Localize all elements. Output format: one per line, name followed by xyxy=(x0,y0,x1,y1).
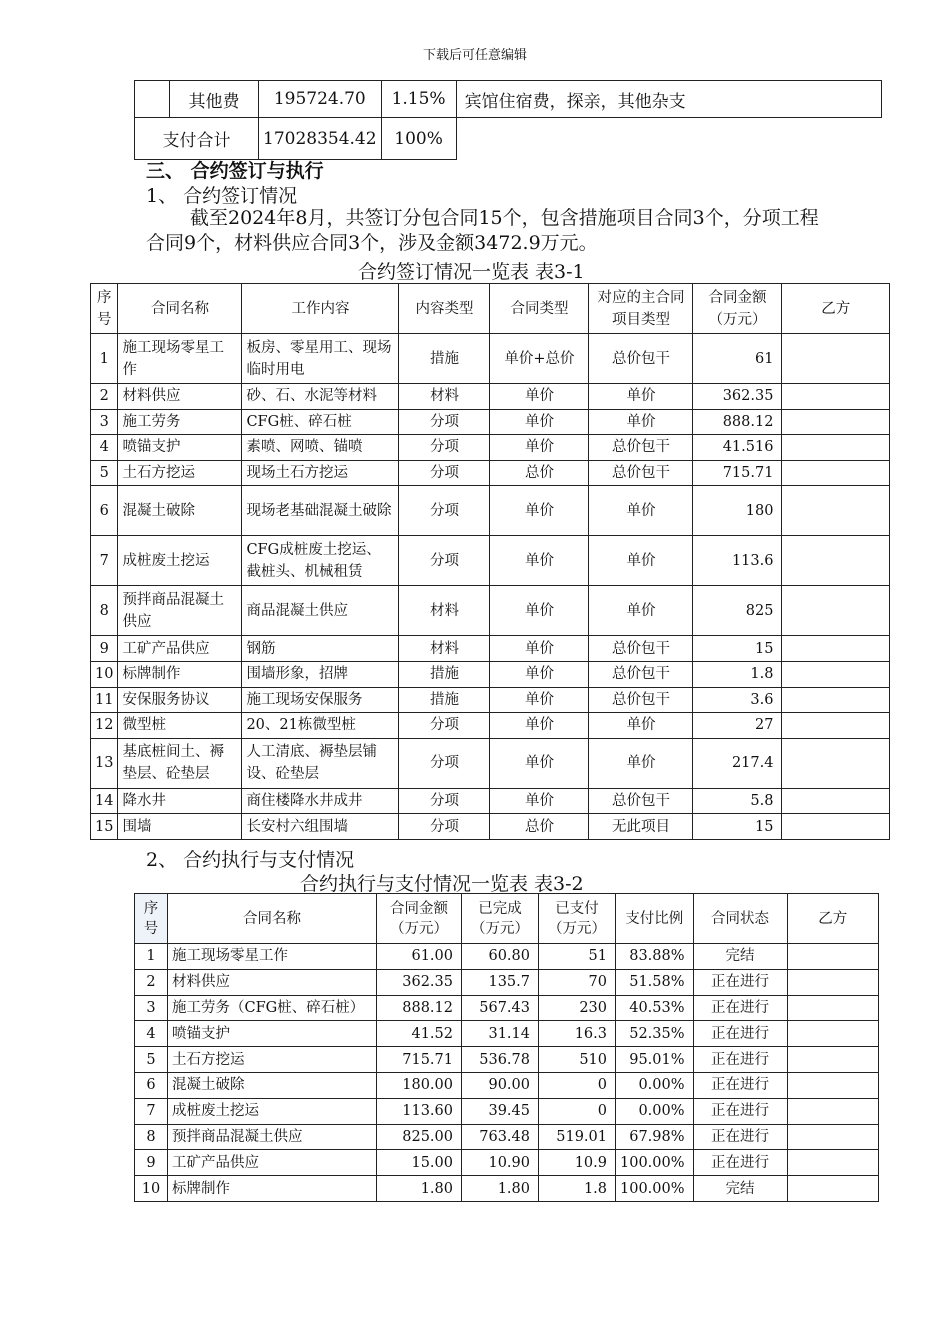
col-contract-type: 合同类型 xyxy=(490,284,589,334)
cell-amount: 1.80 xyxy=(377,1176,462,1202)
cell-work-content: 商住楼降水井成井 xyxy=(242,788,399,814)
cell-pay-ratio: 0.00% xyxy=(616,1072,694,1098)
table-row xyxy=(91,536,890,586)
col-party-b: 乙方 xyxy=(782,284,890,334)
cell-completed: 60.80 xyxy=(462,944,539,970)
cell-status: 正在进行 xyxy=(693,1021,787,1047)
cell-content-type: 分项 xyxy=(399,814,490,840)
cell-amount: 15 xyxy=(693,814,782,840)
cell-contract-name: 施工现场零星工作 xyxy=(118,334,242,384)
cell-pay-ratio: 100.00% xyxy=(616,1176,694,1202)
cell-index: 9 xyxy=(91,636,118,662)
cell-party-b xyxy=(787,1047,878,1073)
subsection-1-title: 1、 合约签订情况 xyxy=(146,185,298,207)
cell-index: 10 xyxy=(135,1176,168,1202)
cell-contract-name: 土石方挖运 xyxy=(118,460,242,486)
cell-main-contract-type: 总价包干 xyxy=(589,788,693,814)
cell-amount: 362.35 xyxy=(693,384,782,410)
cell-contract-name: 降水井 xyxy=(118,788,242,814)
cell-paid: 0 xyxy=(539,1072,616,1098)
col-content-type: 内容类型 xyxy=(399,284,490,334)
cell-contract-type: 单价 xyxy=(490,586,589,636)
cell-party-b xyxy=(782,788,890,814)
cell-completed: 763.48 xyxy=(462,1124,539,1150)
table-row xyxy=(91,713,890,739)
cell-completed: 536.78 xyxy=(462,1047,539,1073)
fee-name: 其他费 xyxy=(170,81,259,118)
cell-index: 5 xyxy=(135,1047,168,1073)
cell-party-b xyxy=(782,814,890,840)
cell-amount: 15.00 xyxy=(377,1150,462,1176)
cell-work-content: 人工清底、褥垫层铺设、砼垫层 xyxy=(242,738,399,788)
cell-work-content: 钢筋 xyxy=(242,636,399,662)
cell-main-contract-type: 无此项目 xyxy=(589,814,693,840)
cell-amount: 61 xyxy=(693,334,782,384)
cell-contract-type: 总价 xyxy=(490,460,589,486)
cell-status: 正在进行 xyxy=(693,1124,787,1150)
cell-index: 8 xyxy=(135,1124,168,1150)
cell-paid: 510 xyxy=(539,1047,616,1073)
cell-contract-type: 单价 xyxy=(490,687,589,713)
cell-main-contract-type: 单价 xyxy=(589,713,693,739)
table-row xyxy=(91,435,890,461)
cell-status: 完结 xyxy=(693,1176,787,1202)
cell-contract-name: 基底桩间土、褥垫层、砼垫层 xyxy=(118,738,242,788)
cell-party-b xyxy=(787,944,878,970)
cell-work-content: 20、21栋微型桩 xyxy=(242,713,399,739)
cell-paid: 10.9 xyxy=(539,1150,616,1176)
page-header: 下载后可任意编辑 xyxy=(422,48,527,63)
cell-status: 正在进行 xyxy=(693,1072,787,1098)
fee-percent: 1.15% xyxy=(381,81,456,118)
cell-index: 1 xyxy=(135,944,168,970)
cell-contract-name: 预拌商品混凝土供应 xyxy=(168,1124,377,1150)
cell-contract-name: 土石方挖运 xyxy=(168,1047,377,1073)
cell-work-content: 素喷、网喷、锚喷 xyxy=(242,435,399,461)
cell-work-content: 板房、零星用工、现场临时用电 xyxy=(242,334,399,384)
cell-completed: 10.90 xyxy=(462,1150,539,1176)
table-header-row xyxy=(135,894,879,944)
cell-main-contract-type: 单价 xyxy=(589,536,693,586)
fee-summary-table xyxy=(134,80,882,160)
cell-work-content: 围墙形象，招牌 xyxy=(242,661,399,687)
cell-party-b xyxy=(787,1098,878,1124)
col-contract-name: 合同名称 xyxy=(168,894,377,944)
cell-party-b xyxy=(782,409,890,435)
table-row xyxy=(91,788,890,814)
cell-index: 1 xyxy=(91,334,118,384)
cell-status: 正在进行 xyxy=(693,1150,787,1176)
cell-contract-type: 单价 xyxy=(490,661,589,687)
cell-status: 正在进行 xyxy=(693,1047,787,1073)
cell-content-type: 分项 xyxy=(399,435,490,461)
fee-amount: 195724.70 xyxy=(259,81,382,118)
cell-completed: 567.43 xyxy=(462,995,539,1021)
cell-paid: 51 xyxy=(539,944,616,970)
cell-main-contract-type: 总价包干 xyxy=(589,435,693,461)
cell-amount: 180 xyxy=(693,486,782,536)
cell-index: 6 xyxy=(135,1072,168,1098)
cell-content-type: 分项 xyxy=(399,738,490,788)
col-pay-ratio: 支付比例 xyxy=(616,894,694,944)
cell-party-b xyxy=(782,486,890,536)
cell-content-type: 分项 xyxy=(399,460,490,486)
cell-main-contract-type: 单价 xyxy=(589,384,693,410)
cell-amount: 3.6 xyxy=(693,687,782,713)
cell-content-type: 分项 xyxy=(399,536,490,586)
cell-content-type: 分项 xyxy=(399,486,490,536)
cell-completed: 1.80 xyxy=(462,1176,539,1202)
cell-party-b xyxy=(787,1176,878,1202)
cell-content-type: 分项 xyxy=(399,409,490,435)
cell-contract-type: 单价+总价 xyxy=(490,334,589,384)
col-index: 序号 xyxy=(91,284,118,334)
cell-main-contract-type: 总价包干 xyxy=(589,334,693,384)
cell-contract-type: 单价 xyxy=(490,713,589,739)
cell-work-content: 砂、石、水泥等材料 xyxy=(242,384,399,410)
cell-paid: 70 xyxy=(539,969,616,995)
cell-work-content: 商品混凝土供应 xyxy=(242,586,399,636)
cell-contract-type: 单价 xyxy=(490,486,589,536)
cell-party-b xyxy=(782,586,890,636)
cell-contract-name: 施工劳务 xyxy=(118,409,242,435)
cell-contract-type: 单价 xyxy=(490,384,589,410)
cell-amount: 888.12 xyxy=(377,995,462,1021)
cell-paid: 230 xyxy=(539,995,616,1021)
section-title: 三、 合约签订与执行 xyxy=(146,160,324,182)
table-3-1-caption: 合约签订情况一览表 表3-1 xyxy=(358,261,585,283)
fee-desc: 宾馆住宿费，探亲，其他杂支 xyxy=(456,81,881,118)
cell-work-content: 现场土石方挖运 xyxy=(242,460,399,486)
cell-work-content: CFG成桩废土挖运、截桩头、机械租赁 xyxy=(242,536,399,586)
cell-contract-type: 单价 xyxy=(490,536,589,586)
cell-content-type: 措施 xyxy=(399,687,490,713)
cell-contract-name: 工矿产品供应 xyxy=(168,1150,377,1176)
table-row xyxy=(135,995,879,1021)
cell-content-type: 分项 xyxy=(399,788,490,814)
table-row xyxy=(91,334,890,384)
cell-amount: 27 xyxy=(693,713,782,739)
cell-amount: 825 xyxy=(693,586,782,636)
col-amount: 合同金额（万元） xyxy=(377,894,462,944)
cell-completed: 31.14 xyxy=(462,1021,539,1047)
table-row xyxy=(91,738,890,788)
cell-party-b xyxy=(787,995,878,1021)
cell-contract-name: 喷锚支护 xyxy=(168,1021,377,1047)
cell-status: 正在进行 xyxy=(693,995,787,1021)
cell-content-type: 材料 xyxy=(399,636,490,662)
cell-party-b xyxy=(782,460,890,486)
cell-party-b xyxy=(782,738,890,788)
cell-work-content: CFG桩、碎石桩 xyxy=(242,409,399,435)
cell-main-contract-type: 总价包干 xyxy=(589,460,693,486)
cell-status: 正在进行 xyxy=(693,1098,787,1124)
cell-index: 12 xyxy=(91,713,118,739)
cell-party-b xyxy=(782,713,890,739)
cell-party-b xyxy=(782,435,890,461)
table-header-row xyxy=(91,284,890,334)
contract-payment-table xyxy=(134,893,879,1202)
cell-index: 9 xyxy=(135,1150,168,1176)
cell-contract-name: 混凝土破除 xyxy=(118,486,242,536)
cell-contract-name: 混凝土破除 xyxy=(168,1072,377,1098)
cell-amount: 113.60 xyxy=(377,1098,462,1124)
cell-main-contract-type: 单价 xyxy=(589,738,693,788)
col-contract-name: 合同名称 xyxy=(118,284,242,334)
cell-work-content: 长安村六组围墙 xyxy=(242,814,399,840)
cell-amount: 41.516 xyxy=(693,435,782,461)
cell-index: 13 xyxy=(91,738,118,788)
cell-amount: 61.00 xyxy=(377,944,462,970)
cell-party-b xyxy=(782,636,890,662)
cell-paid: 1.8 xyxy=(539,1176,616,1202)
cell-contract-name: 施工现场零星工作 xyxy=(168,944,377,970)
cell-party-b xyxy=(782,687,890,713)
col-index: 序号 xyxy=(135,894,168,944)
cell-content-type: 措施 xyxy=(399,334,490,384)
cell-contract-type: 单价 xyxy=(490,636,589,662)
cell-contract-type: 单价 xyxy=(490,435,589,461)
cell-main-contract-type: 总价包干 xyxy=(589,636,693,662)
cell-contract-name: 材料供应 xyxy=(118,384,242,410)
table-row xyxy=(91,460,890,486)
cell-main-contract-type: 总价包干 xyxy=(589,661,693,687)
cell-completed: 90.00 xyxy=(462,1072,539,1098)
cell-index: 15 xyxy=(91,814,118,840)
cell-pay-ratio: 0.00% xyxy=(616,1098,694,1124)
cell-party-b xyxy=(782,536,890,586)
cell-index: 11 xyxy=(91,687,118,713)
cell-index: 2 xyxy=(135,969,168,995)
col-work-content: 工作内容 xyxy=(242,284,399,334)
cell-amount: 362.35 xyxy=(377,969,462,995)
table-row xyxy=(135,1098,879,1124)
table-row xyxy=(91,687,890,713)
cell-party-b xyxy=(782,334,890,384)
cell-content-type: 材料 xyxy=(399,586,490,636)
cell-contract-name: 工矿产品供应 xyxy=(118,636,242,662)
cell-contract-name: 微型桩 xyxy=(118,713,242,739)
cell-contract-name: 围墙 xyxy=(118,814,242,840)
table-row xyxy=(91,814,890,840)
cell-status: 正在进行 xyxy=(693,969,787,995)
cell-amount: 825.00 xyxy=(377,1124,462,1150)
cell-amount: 1.8 xyxy=(693,661,782,687)
cell-main-contract-type: 单价 xyxy=(589,486,693,536)
cell-amount: 715.71 xyxy=(693,460,782,486)
cell-pay-ratio: 67.98% xyxy=(616,1124,694,1150)
table-row xyxy=(91,384,890,410)
total-amount: 17028354.42 xyxy=(259,118,382,160)
cell-pay-ratio: 52.35% xyxy=(616,1021,694,1047)
cell-pay-ratio: 83.88% xyxy=(616,944,694,970)
subsection-2-title: 2、 合约执行与支付情况 xyxy=(146,849,355,871)
total-percent: 100% xyxy=(381,118,456,160)
table-row xyxy=(91,486,890,536)
cell-party-b xyxy=(787,969,878,995)
cell-index: 3 xyxy=(135,995,168,1021)
cell-amount: 113.6 xyxy=(693,536,782,586)
cell-index: 8 xyxy=(91,586,118,636)
cell-index: 2 xyxy=(91,384,118,410)
cell-index: 14 xyxy=(91,788,118,814)
table-row xyxy=(135,1072,879,1098)
col-amount: 合同金额（万元） xyxy=(693,284,782,334)
table-row xyxy=(91,409,890,435)
cell-content-type: 材料 xyxy=(399,384,490,410)
cell-contract-type: 单价 xyxy=(490,738,589,788)
cell-index: 3 xyxy=(91,409,118,435)
cell-main-contract-type: 单价 xyxy=(589,586,693,636)
cell-contract-name: 标牌制作 xyxy=(168,1176,377,1202)
col-main-contract-type: 对应的主合同项目类型 xyxy=(589,284,693,334)
col-status: 合同状态 xyxy=(693,894,787,944)
cell-index: 7 xyxy=(91,536,118,586)
cell-contract-type: 单价 xyxy=(490,409,589,435)
cell-status: 完结 xyxy=(693,944,787,970)
cell-contract-type: 单价 xyxy=(490,788,589,814)
table-row xyxy=(135,1150,879,1176)
cell-content-type: 措施 xyxy=(399,661,490,687)
cell-work-content: 现场老基础混凝土破除 xyxy=(242,486,399,536)
cell-main-contract-type: 单价 xyxy=(589,409,693,435)
cell-contract-name: 标牌制作 xyxy=(118,661,242,687)
table-row xyxy=(91,661,890,687)
cell-contract-name: 成桩废土挖运 xyxy=(168,1098,377,1124)
cell-index: 7 xyxy=(135,1098,168,1124)
table-row xyxy=(135,1021,879,1047)
table-row xyxy=(135,944,879,970)
table-row xyxy=(91,636,890,662)
cell-paid: 0 xyxy=(539,1098,616,1124)
col-paid: 已支付（万元） xyxy=(539,894,616,944)
cell-pay-ratio: 100.00% xyxy=(616,1150,694,1176)
cell-contract-name: 施工劳务（CFG桩、碎石桩） xyxy=(168,995,377,1021)
cell-amount: 888.12 xyxy=(693,409,782,435)
cell-party-b xyxy=(787,1021,878,1047)
cell-main-contract-type: 总价包干 xyxy=(589,687,693,713)
cell-contract-name: 预拌商品混凝土供应 xyxy=(118,586,242,636)
cell-amount: 41.52 xyxy=(377,1021,462,1047)
cell-index: 4 xyxy=(135,1021,168,1047)
table-row xyxy=(135,1176,879,1202)
cell-party-b xyxy=(787,1124,878,1150)
cell-contract-name: 喷锚支护 xyxy=(118,435,242,461)
table-3-2-caption: 合约执行与支付情况一览表 表3-2 xyxy=(300,873,584,895)
cell-amount: 180.00 xyxy=(377,1072,462,1098)
cell-completed: 135.7 xyxy=(462,969,539,995)
cell-completed: 39.45 xyxy=(462,1098,539,1124)
table-row xyxy=(91,586,890,636)
cell-contract-name: 材料供应 xyxy=(168,969,377,995)
cell-amount: 217.4 xyxy=(693,738,782,788)
table-row xyxy=(135,969,879,995)
cell-party-b xyxy=(787,1150,878,1176)
cell-party-b xyxy=(787,1072,878,1098)
cell-paid: 519.01 xyxy=(539,1124,616,1150)
cell-paid: 16.3 xyxy=(539,1021,616,1047)
cell-contract-name: 成桩废土挖运 xyxy=(118,536,242,586)
total-label: 支付合计 xyxy=(135,118,259,160)
cell-contract-name: 安保服务协议 xyxy=(118,687,242,713)
col-party-b: 乙方 xyxy=(787,894,878,944)
cell-pay-ratio: 51.58% xyxy=(616,969,694,995)
cell-index: 4 xyxy=(91,435,118,461)
cell-index: 10 xyxy=(91,661,118,687)
table-row xyxy=(135,1124,879,1150)
cell-amount: 5.8 xyxy=(693,788,782,814)
cell-amount: 15 xyxy=(693,636,782,662)
cell-pay-ratio: 40.53% xyxy=(616,995,694,1021)
cell-content-type: 分项 xyxy=(399,713,490,739)
cell-index: 5 xyxy=(91,460,118,486)
col-completed: 已完成（万元） xyxy=(462,894,539,944)
cell-party-b xyxy=(782,661,890,687)
cell-index: 6 xyxy=(91,486,118,536)
cell-work-content: 施工现场安保服务 xyxy=(242,687,399,713)
cell-contract-type: 总价 xyxy=(490,814,589,840)
cell-party-b xyxy=(782,384,890,410)
summary-paragraph: 截至2024年8月，共签订分包合同15个，包含措施项目合同3个，分项工程合同9个，材料供应合同3个，涉及金额3472.9万元。 xyxy=(146,207,819,254)
contract-signing-table xyxy=(90,283,890,840)
cell-pay-ratio: 95.01% xyxy=(616,1047,694,1073)
table-row xyxy=(135,1047,879,1073)
cell-amount: 715.71 xyxy=(377,1047,462,1073)
